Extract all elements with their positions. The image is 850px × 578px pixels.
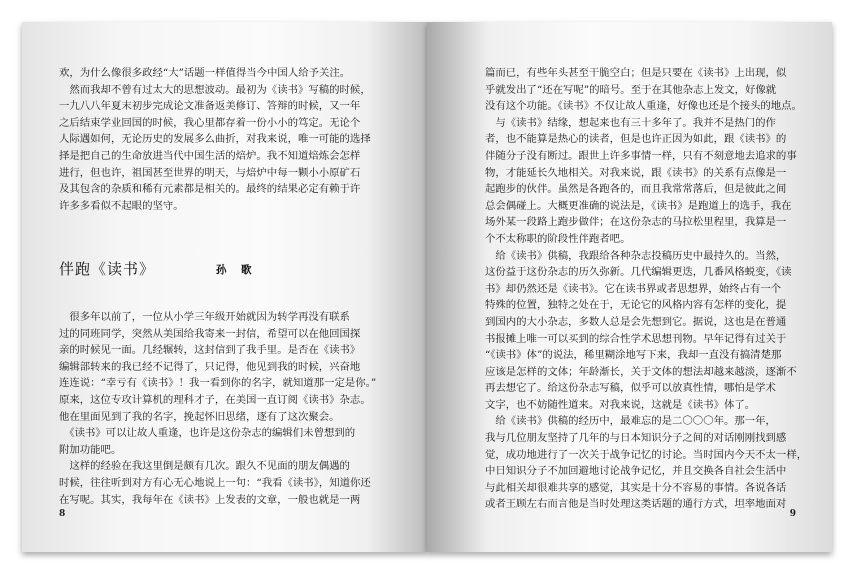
right-body-paragraph [485,65,807,513]
text-line: 再去想它了。给这份杂志写稿，似乎可以放真性情，哪怕是学术 [485,382,776,395]
text-line: 我与几位朋友坚持了几年的与日本知识分子之间的对话刚刚找到感 [485,432,787,445]
text-line: 个不太称职的阶段性伴跑者吧。 [485,232,631,245]
text-line: 与此相关却很难共享的感觉，其实是十分不容易的事情。各说各话 [485,481,787,494]
text-line: 觉，成功地进行了一次关于战争记忆的讨论。当时国内今天不太一样， [485,448,808,461]
text-line: 物，才能延长久地相关。对我来说，跟《读书》的关系有点像是一 [485,166,787,179]
text-line: 中日知识分子不加回避地讨论战争记忆，并且交换各自社会生活中 [485,465,787,478]
article-title: 伴跑《读书》 [59,260,156,278]
text-line: 篇而已，有些年头甚至干脆空白；但是只要在《读书》上出现，似 [485,67,787,79]
text-line: 在写呢。其实，我每年在《读书》上发表的文章，一般也就是一两 [59,493,361,506]
text-line: 很多年以前了，一位从小学三年级开始就因为转学再没有联系 [59,311,350,323]
text-line: 人际遇如何，无论历史的发展多么曲折，对我来说，唯一可能的选择 [59,133,371,146]
text-line: 然而我却不曾有过太大的思想波动。最初为《读书》写稿的时候， [59,83,371,96]
page-number-left: 8 [59,509,66,519]
text-line: 书》却仍然还是《读书》。它在读书界或者思想界，始终占有一个 [485,282,782,295]
article-author: 孙 歌 [216,264,254,276]
text-line: 《读书》可以让故人重逢，也许是这份杂志的编辑们未曾想到的 [59,427,356,440]
text-line: 场外某一段路上跑步做伴；在这份杂志的马拉松里程里，我算是一 [485,216,787,229]
text-line: 总会偶碰上。大概更准确的说法是，《读书》是跑道上的选手，我在 [485,199,792,212]
text-line: 书报摊上唯一可以买到的综合性学术思想刊物。早年记得有过关于 [485,332,787,345]
text-line: 应该是怎样的文体；年龄渐长，关于文体的想法却越来越淡，逐渐不 [485,365,797,378]
text-line: 他在里面见到了我的名字，挽起怀旧思绪，逐有了这次聚会。 [59,410,340,423]
left-page [22,22,427,552]
text-line: 特殊的位置，独特之处在于，无论它的风格内容有怎样的变化，提 [485,299,787,312]
open-book-spread [22,22,832,557]
text-line: 连连说：“幸亏有《读书》！我一看到你的名字，就知道那一定是你。” [59,377,377,390]
text-line: “《读书》体”的说法，稀里糊涂地写下来，我却一直没有搞清楚那 [485,349,782,362]
left-body-paragraph [59,309,376,508]
right-page [427,22,832,552]
text-line: 起跑步的伙伴。虽然是各跑各的，而且我常常落后，但是彼此之间 [485,183,787,196]
text-line: 过的同班同学，突然从美国给我寄来一封信，希望可以在他回国探 [59,327,361,340]
text-line: 原来，这位专攻计算机的理科才子，在美国一直订阅《读书》杂志。 [59,393,371,406]
text-line: 之后结束学业回国的时候，我心里都存着一份小小的笃定。无论个 [59,116,361,129]
text-line: 一九八八年夏末初步完成论文准备返美修订、答辩的时候，又一年 [59,100,361,113]
text-line: 这样的经验在我这里倒是颇有几次。跟久不见面的朋友偶遇的 [59,460,350,473]
text-line: 没有这个功能。《读书》不仅让故人重逢，好像也还是个接头的地点。 [485,100,802,113]
text-line: 或者王顾左右而言他是当时处理这类话题的通行方式，坦率地面对 [485,498,787,511]
text-line: 文字，也不妨随性道来。对我来说，这就是《读书》体了。 [485,398,756,411]
text-line: 许多多看似不起眼的坚守。 [59,199,184,212]
left-top-paragraph [59,65,371,214]
text-line: 伴随分子没有断过。跟世上许多事情一样，只有不刻意地去追求的事 [485,149,797,162]
text-line: 到国内的大小杂志，多数人总是会先想到它。据说，这也是在普通 [485,315,787,328]
text-line: 者，也不能算是热心的读者，但是也许正因为如此，跟《读书》的 [485,133,787,146]
text-line: 给《读书》供稿的经历中，最难忘的是二〇〇〇年。那一年， [485,415,776,428]
text-line: 时候，往往听到对方有心无心地说上一句：“我看《读书》，知道你还 [59,476,371,489]
text-line: 给《读书》供稿，我跟给各种杂志投稿历史中最持久的。当然， [485,249,787,262]
text-line: 这份益于这份杂志的历久弥新。几代编辑更迭，几番风格蜕变，《读 [485,266,792,279]
text-line: 编辑部转来的我已经不记得了，只记得，他见到我的时候，兴奋地 [59,360,361,373]
text-line: 亲的时候见一面。几经辗转，这封信到了我手里。是否在《读书》 [59,344,361,357]
text-line: 欢，为什么像很多政经“大”话题一样值得当今中国人给予关注。 [59,67,351,79]
page-number-right: 9 [789,509,796,519]
text-line: 附加功能吧。 [59,443,122,456]
text-line: 乎就发出了“还在写呢”的暗号。至于在其他杂志上发文，好像就 [485,83,777,96]
text-line: 及其包含的杂质和稀有元素都是相关的。最终的结果必定有赖于许 [59,183,361,196]
text-line: 择是把自己的生命放进当代中国生活的焙炉。我不知道焙炼会怎样 [59,149,361,162]
text-line: 与《读书》结缘，想起来也有三十多年了。我并不是热门的作 [485,116,776,129]
text-line: 进行，但也许，祖国甚至世界的明天，与焙炉中每一颗小小原矿石 [59,166,361,179]
